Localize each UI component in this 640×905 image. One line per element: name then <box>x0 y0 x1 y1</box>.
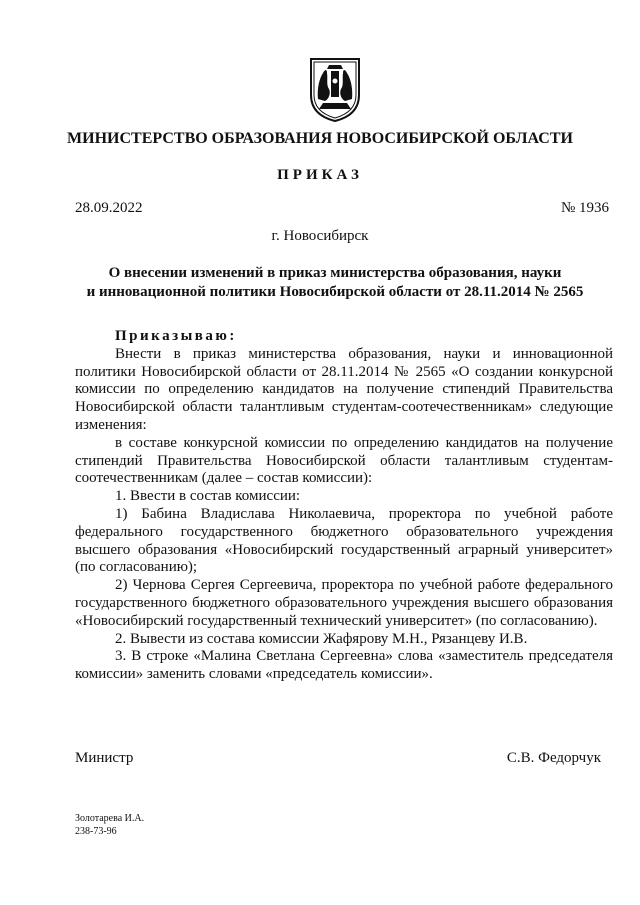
document-number: № 1936 <box>560 200 609 216</box>
body-paragraph: 2. Вывести из состава комиссии Жафярову М.Н., Рязанцеву И.В. <box>115 630 528 647</box>
document-city: г. Новосибирск <box>271 228 369 244</box>
order-keyword: Приказываю: <box>115 328 237 344</box>
document-type: ПРИКАЗ <box>277 167 363 183</box>
signatory-name: С.В. Федорчук <box>506 750 601 766</box>
body-paragraph: в составе конкурсной комиссии по определению кандидатов на получение стипендий Правительства Новосибирской области талантливым студентам-соотечественникам (далее – состав комиссии): <box>75 434 613 487</box>
executor-name: Золотарева И.А. <box>75 813 145 824</box>
signatory-position: Министр <box>75 750 134 766</box>
document-title <box>60 264 610 302</box>
ministry-name: МИНИСТЕРСТВО ОБРАЗОВАНИЯ НОВОСИБИРСКОЙ ОБЛАСТИ <box>67 130 573 147</box>
document-body <box>75 328 613 684</box>
document-date: 28.09.2022 <box>75 200 143 216</box>
body-paragraph: 2) Чернова Сергея Сергеевича, проректора по учебной работе федерального государственного бюджетного образовательного учреждения высшего образования «Новосибирский государственный технический университет» (по согласованию). <box>75 577 613 629</box>
body-paragraph: 1. Ввести в состав комиссии: <box>115 488 301 505</box>
title-line-1: О внесении изменений в приказ министерства образования, науки <box>108 265 562 281</box>
executor-phone: 238-73-96 <box>75 826 117 837</box>
body-paragraph: 1) Бабина Владислава Николаевича, проректора по учебной работе федерального государственного бюджетного образовательного учреждения высшего образования «Новосибирский государственный аграрный университет» (по согласованию); <box>75 505 613 576</box>
body-paragraph: Внести в приказ министерства образования, науки и инновационной политики Новосибирской области от 28.11.2014 № 2565 «О создании конкурсной комиссии по определению кандидатов на получение стипендий Правительства Новосибирской области талантливым студентам-соотечественникам» следующие изменения: <box>75 345 613 433</box>
coat-of-arms-icon <box>307 55 363 123</box>
executor-info <box>75 812 144 838</box>
body-paragraph: 3. В строке «Малина Светлана Сергеевна» слова «заместитель председателя комиссии» заменить словами «председатель комиссии». <box>75 648 613 683</box>
title-line-2: и инновационной политики Новосибирской области от 28.11.2014 № 2565 <box>86 284 584 300</box>
